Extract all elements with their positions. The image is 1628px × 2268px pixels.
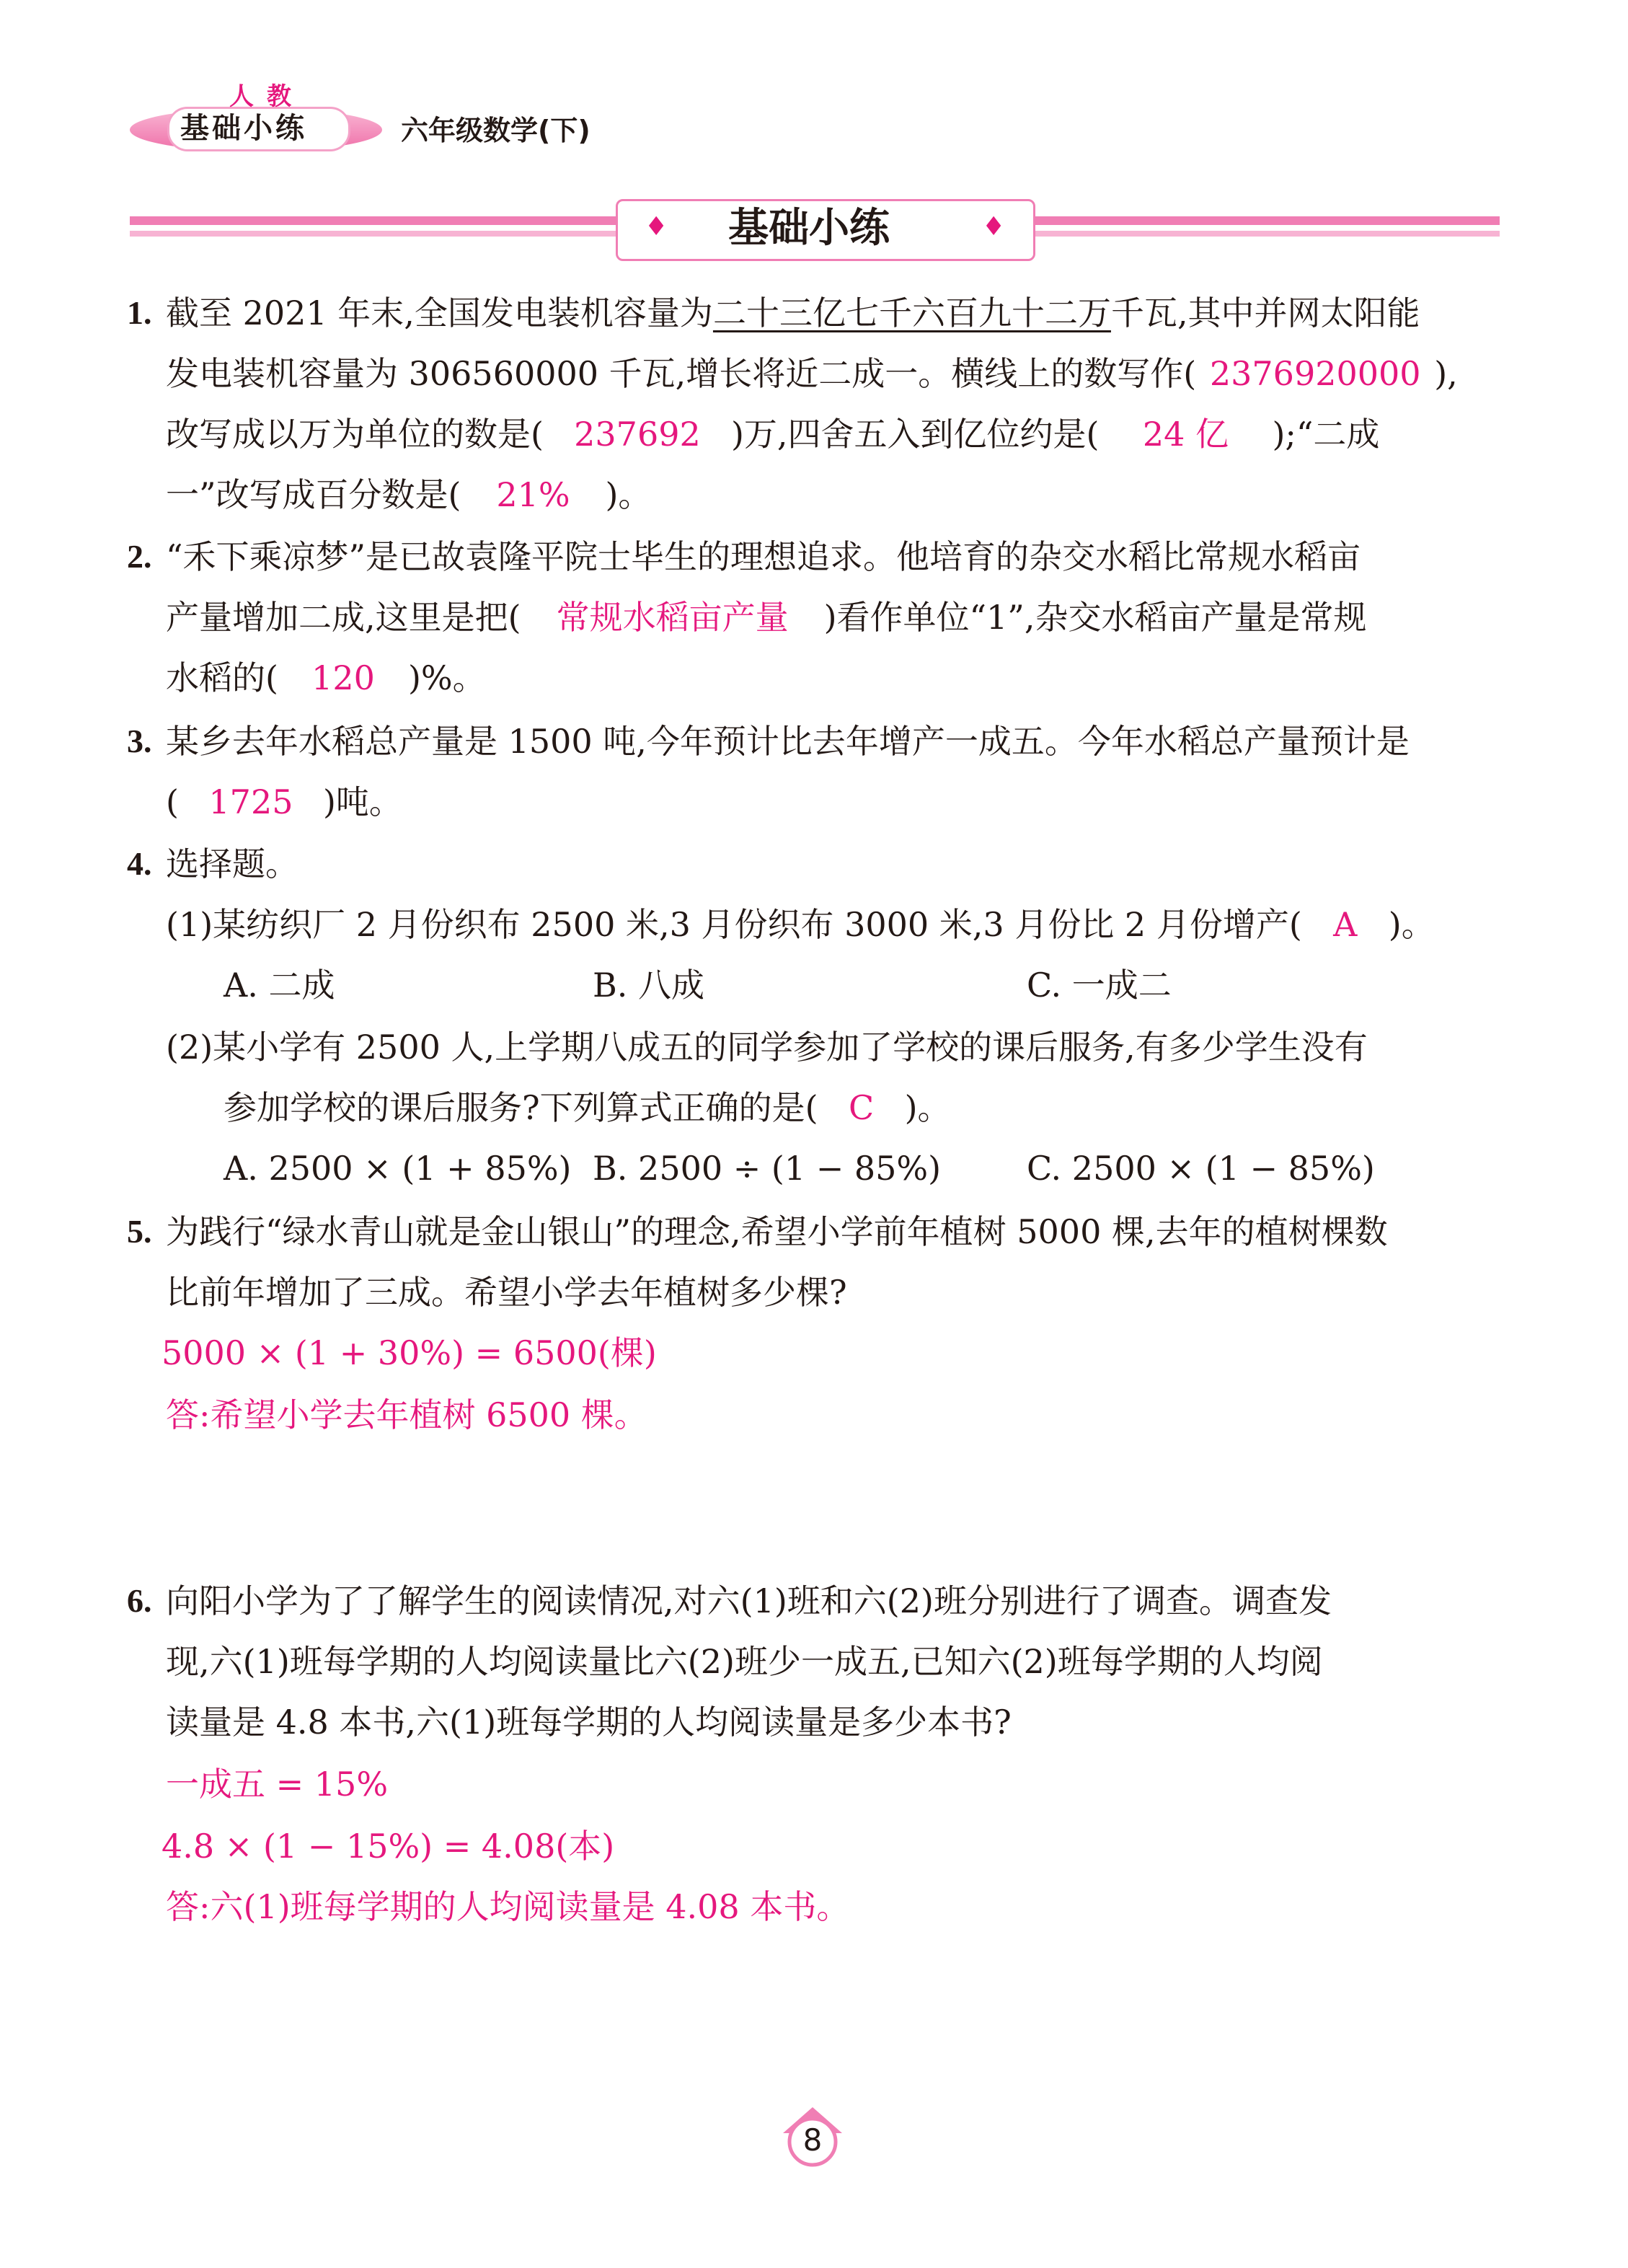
q5-line-2: 比前年增加了三成。希望小学去年植树多少棵? bbox=[166, 1273, 847, 1312]
section-title: 基础小练 bbox=[728, 205, 890, 252]
publisher-label: 人教 bbox=[229, 82, 304, 111]
q1-line-3: 改写成以万为单位的数是( 237692 )万,四舍五入到亿位约是( 24 亿 );“二成 bbox=[166, 412, 1379, 456]
q1-line-2: 发电装机容量为 306560000 千瓦,增长将近二成一。横线上的数写作( 2376920000 ), bbox=[166, 352, 1458, 395]
q2-line-3: 水稻的( 120 )%。 bbox=[166, 656, 486, 700]
q4-sub2-option-c: C. 2500 × (1 − 85%) bbox=[1027, 1149, 1375, 1188]
q1-number: 1. bbox=[127, 294, 152, 331]
page-number: 8 bbox=[802, 2122, 823, 2158]
q4-sub1-option-b: B. 八成 bbox=[593, 966, 705, 1005]
q6-answer-step-1: 一成五 = 15% bbox=[166, 1765, 389, 1804]
q2-number: 2. bbox=[127, 538, 152, 575]
q3-answer-1: 1725 bbox=[208, 782, 293, 821]
q6-answer-statement: 答:六(1)班每学期的人均阅读量是 4.08 本书。 bbox=[166, 1887, 850, 1926]
q1-underlined-number: 二十三亿七千六百九十二万 bbox=[712, 294, 1111, 332]
q5-line-1: 为践行“绿水青山就是金山银山”的理念,希望小学前年植树 5000 棵,去年的植树棵数 bbox=[166, 1212, 1388, 1251]
q6-answer-step-2: 4.8 × (1 − 15%) = 4.08(本) bbox=[162, 1827, 615, 1866]
q1-answer-4: 21% bbox=[496, 475, 570, 514]
q4-sub2-line-2: 参加学校的课后服务?下列算式正确的是( C )。 bbox=[224, 1086, 951, 1129]
q4-sub1-answer: A bbox=[1333, 905, 1358, 944]
q2-answer-2: 120 bbox=[311, 658, 375, 697]
q2-line-2: 产量增加二成,这里是把( 常规水稻亩产量 )看作单位“1”,杂交水稻亩产量是常规 bbox=[166, 596, 1366, 639]
q4-sub2-option-b: B. 2500 ÷ (1 − 85%) bbox=[593, 1149, 942, 1188]
q1-answer-1: 2376920000 bbox=[1209, 354, 1421, 393]
diamond-right-icon: ♦ bbox=[982, 212, 1006, 242]
q1-line-1: 截至 2021 年末,全国发电装机容量为二十三亿七千六百九十二万千瓦,其中并网太阳能 bbox=[166, 294, 1420, 332]
q1-line-4: 一”改写成百分数是( 21% )。 bbox=[166, 473, 651, 516]
q2-answer-1: 常规水稻亩产量 bbox=[556, 598, 789, 637]
q6-line-3: 读量是 4.8 本书,六(1)班每学期的人均阅读量是多少本书? bbox=[166, 1703, 1012, 1742]
q3-line-2: ( 1725 )吨。 bbox=[166, 780, 402, 824]
q4-sub1-option-c: C. 一成二 bbox=[1027, 966, 1172, 1005]
q4-sub2-option-a: A. 2500 × (1 + 85%) bbox=[224, 1149, 572, 1188]
series-label: 基础小练 bbox=[180, 112, 307, 145]
q4-sub2-answer: C bbox=[849, 1088, 875, 1127]
q6-line-2: 现,六(1)班每学期的人均阅读量比六(2)班少一成五,已知六(2)班每学期的人均阅 bbox=[166, 1642, 1323, 1681]
q1-answer-3: 24 亿 bbox=[1142, 415, 1229, 454]
q3-number: 3. bbox=[127, 723, 152, 759]
q3-line-1: 某乡去年水稻总产量是 1500 吨,今年预计比去年增产一成五。今年水稻总产量预计是 bbox=[166, 722, 1410, 761]
q4-sub1-option-a: A. 二成 bbox=[224, 966, 335, 1005]
q4-sub2-line-1: (2)某小学有 2500 人,上学期八成五的同学参加了学校的课后服务,有多少学生没有 bbox=[166, 1028, 1368, 1067]
q5-answer-formula: 5000 × (1 + 30%) = 6500(棵) bbox=[162, 1333, 657, 1372]
subject-label: 六年级数学(下) bbox=[401, 115, 590, 146]
q6-number: 6. bbox=[127, 1582, 152, 1619]
q6-line-1: 向阳小学为了了解学生的阅读情况,对六(1)班和六(2)班分别进行了调查。调查发 bbox=[166, 1581, 1332, 1620]
q2-line-1: “禾下乘凉梦”是已故袁隆平院士毕生的理想追求。他培育的杂交水稻比常规水稻亩 bbox=[166, 537, 1361, 576]
q5-number: 5. bbox=[127, 1213, 152, 1250]
q4-title: 选择题。 bbox=[166, 844, 298, 883]
q5-answer-statement: 答:希望小学去年植树 6500 棵。 bbox=[166, 1395, 647, 1434]
q4-sub1-line: (1)某纺织厂 2 月份织布 2500 米,3 月份织布 3000 米,3 月份比 2 月份增产( A )。 bbox=[166, 903, 1435, 946]
q4-number: 4. bbox=[127, 845, 152, 882]
diamond-left-icon: ♦ bbox=[645, 212, 668, 242]
q1-answer-2: 237692 bbox=[574, 415, 701, 454]
